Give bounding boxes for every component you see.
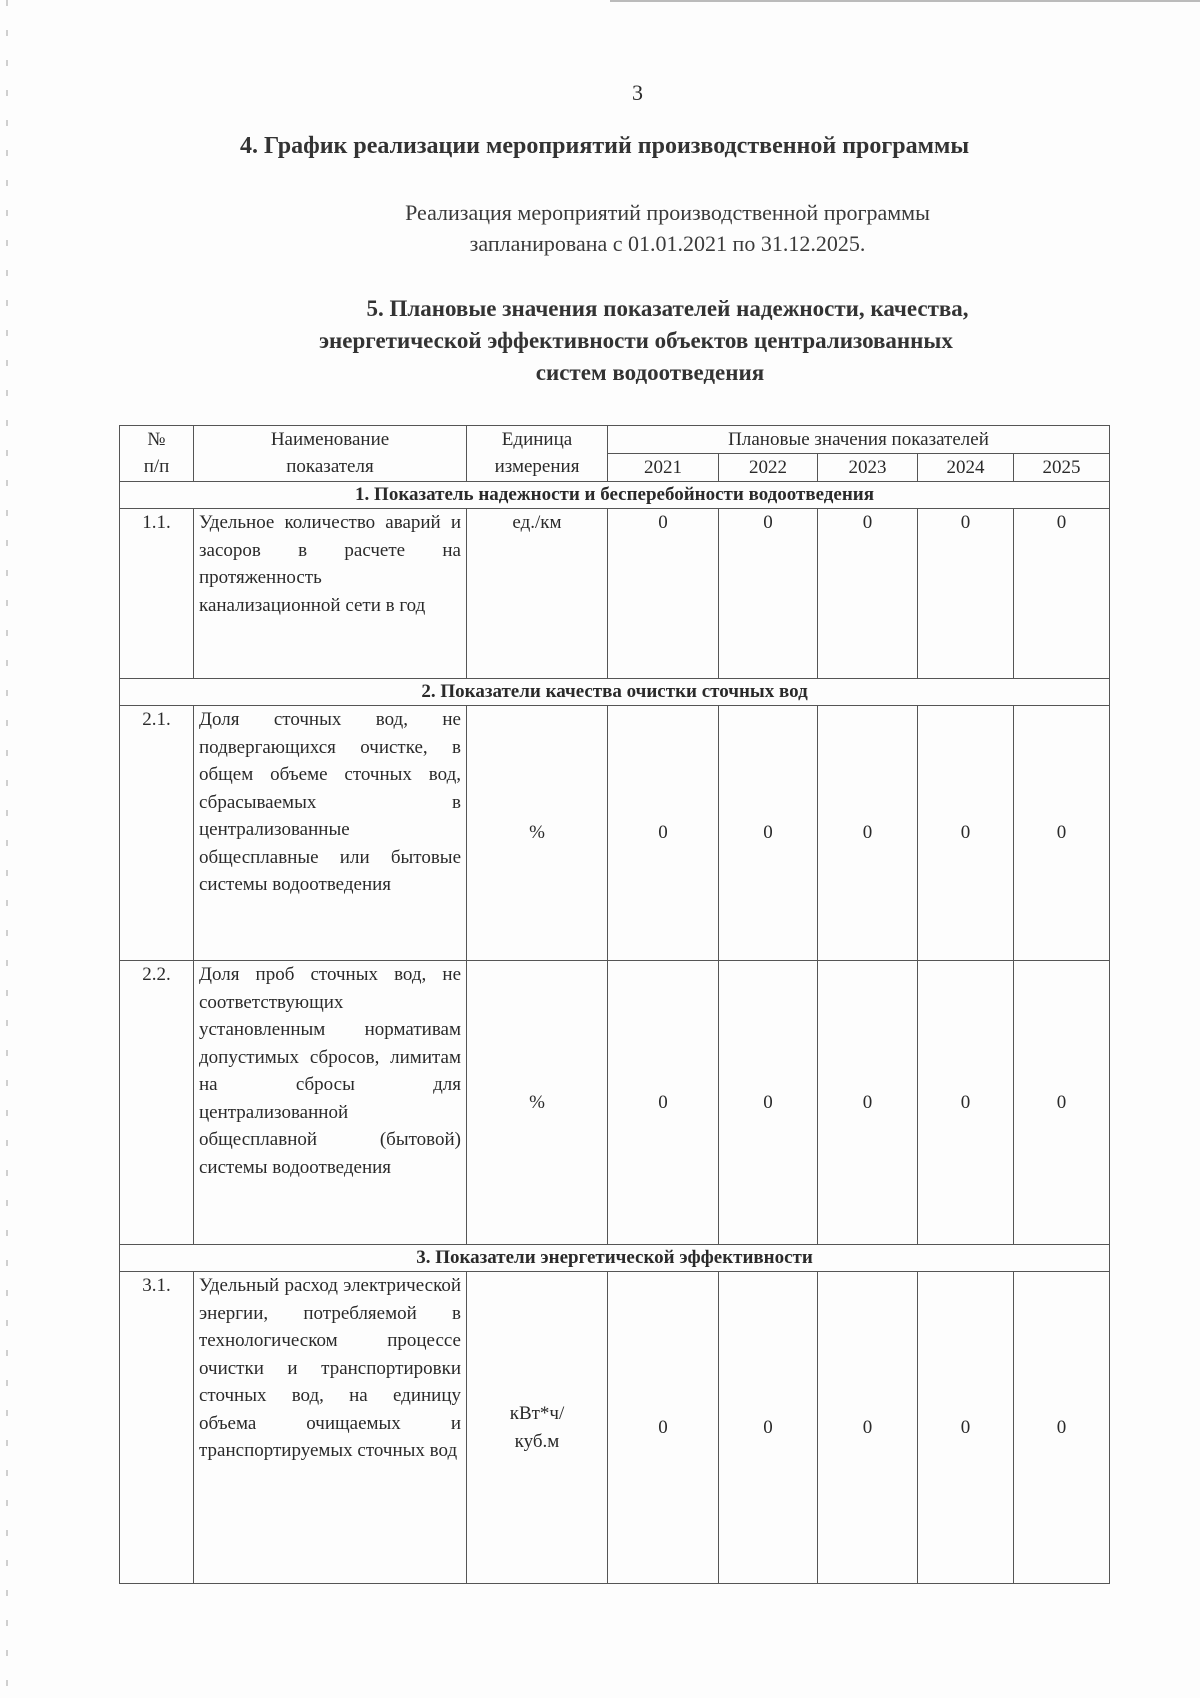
row-value: 0 [719, 1272, 818, 1584]
header-num [120, 426, 194, 482]
row-value: 0 [918, 1272, 1014, 1584]
header-year: 2022 [719, 454, 818, 482]
header-unit-line2: измерения [494, 456, 580, 477]
row-value: 0 [719, 509, 818, 679]
header-year: 2023 [818, 454, 918, 482]
row-name: Доля сточных вод, не подвергающихся очистке, в общем объеме сточных вод, сбрасываемых в централизованные общесплавные или бытовые системы водоотведения [194, 706, 467, 961]
row-value: 0 [918, 961, 1014, 1245]
row-value: 0 [1014, 509, 1110, 679]
table-row [120, 509, 1110, 679]
section-title: 2. Показатели качества очистки сточных вод [120, 679, 1110, 706]
row-value: 0 [608, 509, 719, 679]
row-value: 0 [719, 706, 818, 961]
section4-text-line1: Реализация мероприятий производственной программы [405, 200, 930, 225]
header-name [194, 426, 467, 482]
section5-title-line1: 5. Плановые значения показателей надежности, качества, [366, 296, 969, 321]
row-unit: % [467, 706, 608, 961]
row-num: 2.1. [120, 706, 194, 961]
page-number: 3 [632, 80, 643, 105]
row-value: 0 [818, 509, 918, 679]
header-year: 2025 [1014, 454, 1110, 482]
header-unit-line1: Единица [501, 429, 573, 450]
section-title: 1. Показатель надежности и бесперебойности водоотведения [120, 482, 1110, 509]
section4-title: 4. График реализации мероприятий производственной программы [240, 133, 970, 159]
scan-edge-line [610, 0, 1200, 2]
row-value: 0 [1014, 706, 1110, 961]
table-row [120, 1272, 1110, 1584]
section-row [120, 679, 1110, 706]
row-value: 0 [608, 706, 719, 961]
row-value: 0 [818, 706, 918, 961]
row-value: 0 [719, 961, 818, 1245]
row-unit: ед./км [467, 509, 608, 679]
row-value: 0 [918, 706, 1014, 961]
row-value: 0 [608, 961, 719, 1245]
section4-text-line2: запланирована с 01.01.2021 по 31.12.2025. [469, 231, 866, 256]
indicators-table [119, 425, 1110, 1584]
row-name: Удельный расход электрической энергии, потребляемой в технологическом процессе очистки и транспортировки сточных вод, на единицу объема очищаемых и транспортируемых сточных вод [194, 1272, 467, 1584]
table-row [120, 706, 1110, 961]
section-row [120, 482, 1110, 509]
section5-title-line3: систем водоотведения [535, 360, 765, 385]
header-plan: Плановые значения показателей [608, 426, 1110, 454]
header-num-line2: п/п [143, 456, 170, 477]
row-value: 0 [918, 509, 1014, 679]
section5-title-line2: энергетической эффективности объектов централизованных [319, 328, 953, 353]
section-row [120, 1245, 1110, 1272]
row-num: 1.1. [120, 509, 194, 679]
row-num: 3.1. [120, 1272, 194, 1584]
row-num: 2.2. [120, 961, 194, 1245]
header-year: 2024 [918, 454, 1014, 482]
row-value: 0 [818, 961, 918, 1245]
row-name: Доля проб сточных вод, не соответствующих установленным нормативам допустимых сбросов, лимитам на сбросы для централизованной общесплавной (бытовой) системы водоотведения [194, 961, 467, 1245]
row-unit-line2: куб.м [514, 1430, 560, 1452]
header-unit [467, 426, 608, 482]
row-value: 0 [818, 1272, 918, 1584]
row-name: Удельное количество аварий и засоров в расчете на протяженность канализационной сети в год [194, 509, 467, 679]
row-value: 0 [1014, 1272, 1110, 1584]
row-unit-line1: кВт*ч/ [509, 1403, 565, 1424]
header-year: 2021 [608, 454, 719, 482]
row-value: 0 [1014, 961, 1110, 1245]
section-title: 3. Показатели энергетической эффективности [120, 1245, 1110, 1272]
row-unit: % [467, 961, 608, 1245]
table-header-row-1 [120, 426, 1110, 454]
header-name-line2: показателя [286, 456, 374, 477]
header-num-line1: № [147, 429, 166, 450]
table-row [120, 961, 1110, 1245]
header-name-line1: Наименование [270, 429, 390, 450]
row-value: 0 [608, 1272, 719, 1584]
row-unit [467, 1272, 608, 1584]
